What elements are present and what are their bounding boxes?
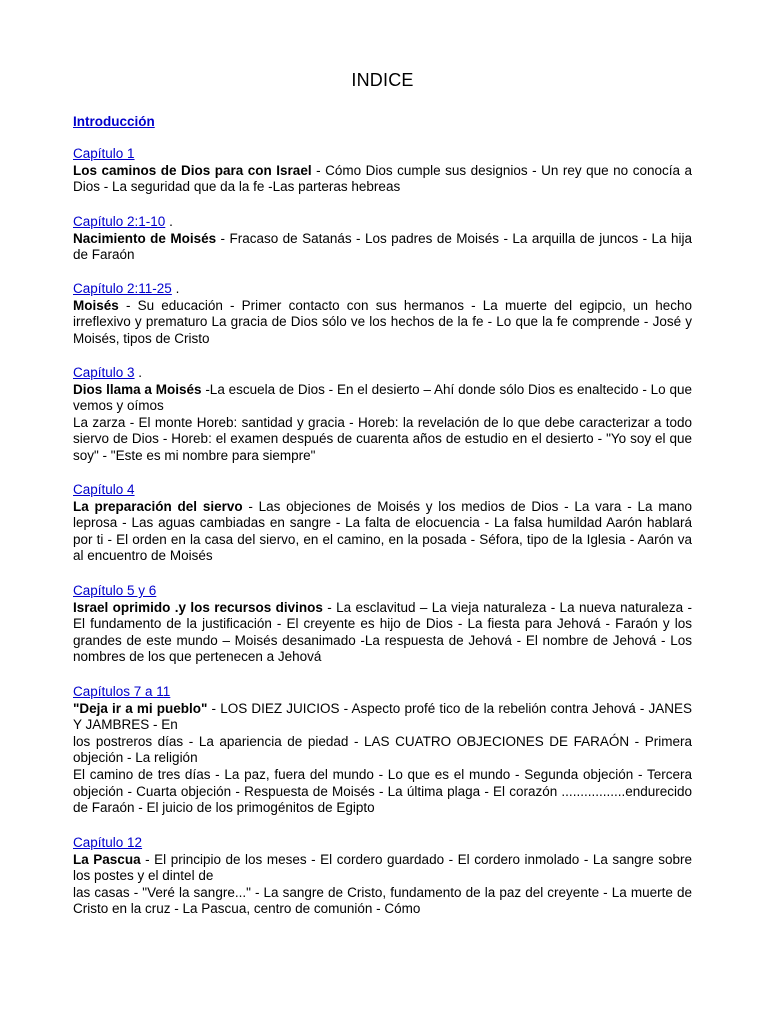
index-entry — [73, 281, 692, 347]
entry-text: - Fracaso de Satanás - Los padres de Moisés - La arquilla de juncos - La hija de Faraón — [73, 230, 693, 263]
chapter-link[interactable]: Capítulo 5 y 6 — [73, 583, 157, 598]
entry-text: - LOS DIEZ JUICIOS - Aspecto profé tico de la rebelión contra Jehová - JANES Y JAMBRES - En — [73, 700, 692, 733]
chapter-link[interactable]: Capítulo 2:11-25 — [73, 281, 172, 296]
entry-description — [73, 701, 692, 734]
page-title: INDICE — [351, 70, 414, 90]
chapter-link[interactable]: Capítulo 1 — [73, 146, 135, 161]
chapter-link[interactable]: Capítulo 12 — [73, 835, 143, 850]
chapter-link-trail: . — [165, 214, 173, 229]
chapter-link[interactable]: Capítulo 3 — [73, 365, 135, 380]
entry-text: -La escuela de Dios - En el desierto – Ahí donde sólo Dios es enaltecido - Lo que vemos y oímos — [73, 381, 692, 414]
chapter-link[interactable]: Capítulos 7 a 11 — [73, 684, 171, 699]
entry-description — [73, 499, 692, 565]
entry-heading: La preparación del siervo — [73, 498, 243, 514]
introduction-link[interactable]: Introducción — [73, 114, 155, 129]
entry-heading: Israel oprimido .y los recursos divinos — [73, 599, 323, 615]
entry-heading: La Pascua — [73, 851, 141, 867]
entry-heading: Nacimiento de Moisés — [73, 230, 217, 246]
index-entry — [73, 146, 692, 196]
entry-heading: "Deja ir a mi pueblo" — [73, 700, 208, 716]
chapter-link[interactable]: Capítulo 2:1-10 — [73, 214, 166, 229]
entry-text: - Cómo Dios cumple sus designios - Un rey que no conocía a Dios - La seguridad que da la fe -Las parteras hebreas — [73, 162, 692, 195]
index-entry — [73, 835, 692, 918]
entry-heading: Dios llama a Moisés — [73, 381, 202, 397]
entry-heading: Moisés — [73, 297, 119, 313]
entry-description — [73, 382, 692, 415]
index-entry — [73, 583, 692, 666]
entry-description — [73, 852, 692, 885]
entry-description — [73, 163, 692, 196]
index-entry — [73, 365, 692, 465]
index-entry — [73, 214, 692, 264]
chapter-link[interactable]: Capítulo 4 — [73, 482, 135, 497]
index-entry — [73, 684, 692, 817]
entry-text: - Las objeciones de Moisés y los medios de Dios - La vara - La mano leprosa - Las aguas cambiadas en sangre - La falta de elocuencia - La falsa humildad Aarón hablará por ti - El orden en la casa del siervo, en el camino, en la posada - Séfora, tipo de la Iglesia - Aarón va al encuentro de Moisés — [73, 498, 693, 564]
entry-description — [73, 298, 692, 348]
entry-description-continued: El camino de tres días - La paz, fuera del mundo - Lo que es el mundo - Segunda objeción - Tercera objeción - Cuarta objeción - Respuesta de Moisés - La última plaga - El corazón .................endurecido de Faraón - El juicio de los primogénitos de Egipto — [73, 766, 692, 816]
entry-text: - Su educación - Primer contacto con sus hermanos - La muerte del egipcio, un hecho irreflexivo y prematuro La gracia de Dios sólo ve los hechos de la fe - Lo que la fe comprende - José y Moisés, tipos de Cristo — [73, 297, 692, 346]
entry-text: - El principio de los meses - El cordero guardado - El cordero inmolado - La sangre sobre los postes y el dintel de — [73, 851, 692, 884]
entry-description-continued: los postreros días - La apariencia de piedad - LAS CUATRO OBJECIONES DE FARAÓN - Primera objeción - La religión — [73, 733, 692, 766]
chapter-link-trail: . — [171, 281, 180, 296]
entry-description-continued: las casas - "Veré la sangre..." - La sangre de Cristo, fundamento de la paz del creyente - La muerte de Cristo en la cruz - La Pascua, centro de comunión - Cómo — [73, 884, 692, 917]
entry-description — [73, 231, 692, 264]
entry-heading: Los caminos de Dios para con Israel — [73, 162, 312, 178]
entry-description — [73, 600, 692, 666]
entry-description-continued: La zarza - El monte Horeb: santidad y gracia - Horeb: la revelación de lo que debe caracterizar a todo siervo de Dios - Horeb: el examen después de cuarenta años de estudio en el desierto - "Yo soy el que soy" - "Este es mi nombre para siempre" — [73, 414, 692, 463]
chapter-link-trail: . — [134, 365, 143, 380]
entry-text: - La esclavitud – La vieja naturaleza - La nueva naturaleza - El fundamento de la justificación - El creyente es hijo de Dios - La fiesta para Jehová - Faraón y los grandes de este mundo – Moisés desanimado -La respuesta de Jehová - El nombre de Jehová - Los nombres de los que pertenecen a Jehová — [73, 599, 692, 665]
index-entry — [73, 482, 692, 565]
